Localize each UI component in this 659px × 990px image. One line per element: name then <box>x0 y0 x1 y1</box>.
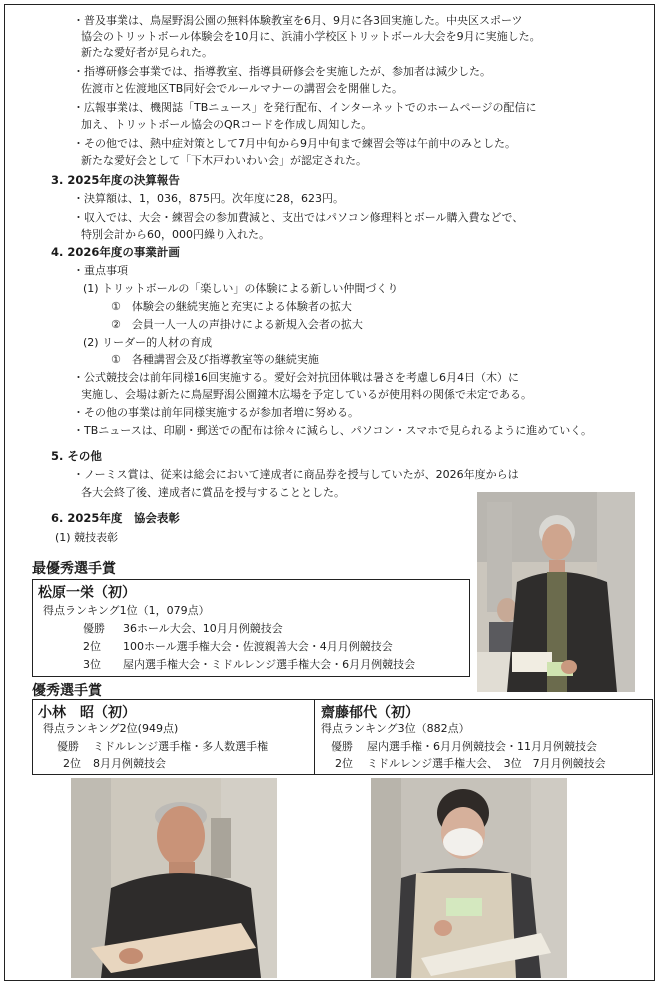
section-heading: 5. その他 <box>51 449 102 463</box>
top-award-title: 最優秀選手賞 <box>32 561 116 577</box>
body-line: ・TBニュースは、印刷・郵送での配布は徐々に減らし、パソコン・スマホで見られるように進めていく。 <box>73 424 593 437</box>
result-place: 優勝 <box>83 622 105 635</box>
result-place: 2位 <box>335 757 353 770</box>
body-line: ・重点事項 <box>73 264 128 277</box>
body-line: 佐渡市と佐渡地区TB同好会でルールマナーの講習会を開催した。 <box>81 82 404 95</box>
section-heading: 4. 2026年度の事業計画 <box>51 245 180 259</box>
body-line: 実施し、会場は新たに鳥屋野潟公園鐘木広場を予定しているが使用料の関係で未定である。 <box>81 388 532 401</box>
section-heading: 3. 2025年度の決算報告 <box>51 173 180 187</box>
body-line: 加え、トリットボール協会のQRコードを作成し周知した。 <box>81 118 373 131</box>
body-line: (2) リーダー的人材の育成 <box>83 336 213 349</box>
winner-name: 齋藤郁代（初） <box>321 705 419 721</box>
result-text: 屋内選手権・6月月例競技会・11月月例競技会 <box>367 740 597 753</box>
winner-ranking: 得点ランキング2位(949点) <box>43 722 179 735</box>
result-text: ミドルレンジ選手権大会、 3位 7月月例競技会 <box>367 757 606 770</box>
result-place: 3位 <box>83 658 101 671</box>
result-text: 屋内選手権大会・ミドルレンジ選手権大会・6月月例競技会 <box>123 658 416 671</box>
result-place: 優勝 <box>57 740 79 753</box>
top-award-ranking: 得点ランキング1位（1，079点） <box>43 604 210 617</box>
body-line: ・広報事業は、機関誌「TBニュース」を発行配布、インターネットでのホームページの配信に <box>73 101 537 114</box>
excellent-award-title: 優秀選手賞 <box>32 683 102 699</box>
body-line: (1) トリットボールの「楽しい」の体験による新しい仲間づくり <box>83 282 399 295</box>
result-place: 2位 <box>63 757 81 770</box>
result-text: ミドルレンジ選手権・多人数選手権 <box>93 740 269 753</box>
body-line: (1) 競技表彰 <box>55 531 119 544</box>
body-line: ・収入では、大会・練習会の参加費減と、支出ではパソコン修理料とボール購入費などで、 <box>73 211 524 224</box>
body-line: 協会のトリットボール体験会を10月に、浜浦小学校区トリットボール大会を9月に実施した。 <box>81 30 541 43</box>
body-line: ・普及事業は、鳥屋野潟公園の無料体験教室を6月、9月に各3回実施した。中央区スポーツ <box>73 14 523 27</box>
body-line: 新たな愛好会として「下木戸わいわい会」が認定された。 <box>81 154 367 167</box>
result-place: 優勝 <box>331 740 353 753</box>
body-line: ・その他では、熱中症対策として7月中旬から9月中旬まで練習会等は午前中のみとした。 <box>73 137 516 150</box>
body-line: ① 各種講習会及び指導教室等の継続実施 <box>111 353 319 366</box>
photo-top-award-winner <box>477 492 635 692</box>
winner-ranking: 得点ランキング3位（882点） <box>321 722 470 735</box>
photo-winner-kobayashi <box>71 778 277 978</box>
body-line: ・公式競技会は前年同様16回実施する。愛好会対抗団体戦は暑さを考慮し6月4日（木）に <box>73 371 519 384</box>
body-line: 新たな愛好者が見られた。 <box>81 46 213 59</box>
divider <box>314 699 315 775</box>
body-line: ・決算額は、1，036，875円。次年度に28，623円。 <box>73 192 344 205</box>
document-page <box>4 4 655 981</box>
result-text: 100ホール選手権大会・佐渡親善大会・4月月例競技会 <box>123 640 393 653</box>
result-text: 8月月例競技会 <box>93 757 166 770</box>
result-text: 36ホール大会、10月月例競技会 <box>123 622 283 635</box>
body-line: 特別会計から60，000円繰り入れた。 <box>81 228 270 241</box>
body-line: ・その他の事業は前年同様実施するが参加者増に努める。 <box>73 406 359 419</box>
body-line: ① 体験会の継続実施と充実による体験者の拡大 <box>111 300 352 313</box>
photo-winner-saito <box>371 778 567 978</box>
body-line: 各大会終了後、達成者に賞品を授与することとした。 <box>81 486 345 499</box>
body-line: ・指導研修会事業では、指導教室、指導員研修会を実施したが、参加者は減少した。 <box>73 65 491 78</box>
section-heading: 6. 2025年度 協会表彰 <box>51 511 180 525</box>
result-place: 2位 <box>83 640 101 653</box>
top-award-name: 松原一栄（初） <box>38 585 136 601</box>
winner-name: 小林 昭（初） <box>38 705 136 721</box>
body-line: ・ノーミス賞は、従来は総会において達成者に商品券を授与していたが、2026年度からは <box>73 468 519 481</box>
body-line: ② 会員一人一人の声掛けによる新規入会者の拡大 <box>111 318 363 331</box>
